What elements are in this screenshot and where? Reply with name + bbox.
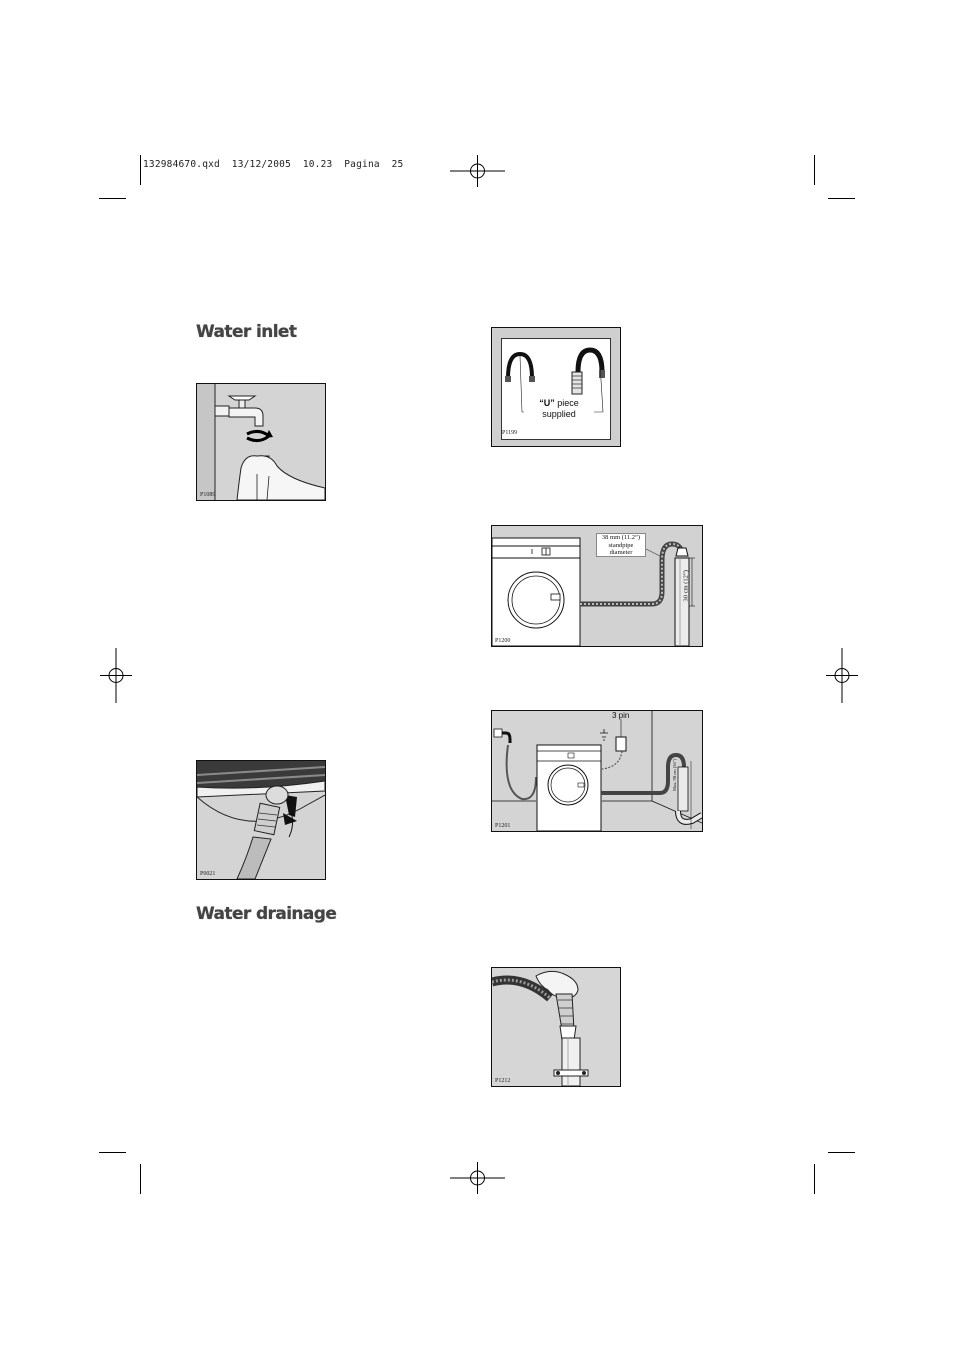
figure-id: P1199 (502, 430, 518, 436)
standpipe-note-line3: diameter (609, 549, 633, 556)
figure-drain-pipe (491, 967, 621, 1087)
crop-mark-br-h (828, 1152, 855, 1153)
heading-water-drainage: Water drainage (196, 904, 337, 924)
figure-id: P1200 (495, 638, 511, 644)
registration-mark-bottom (450, 1162, 505, 1194)
u-piece-label-line2: supplied (542, 409, 576, 419)
figure-hose-connection (196, 760, 326, 880)
figure-id: P1089 (200, 492, 216, 498)
figure-standpipe (491, 525, 703, 647)
figure-tap (196, 383, 326, 501)
heading-water-inlet: Water inlet (196, 322, 297, 342)
crop-mark-tl-v (140, 155, 141, 185)
u-piece-label-rest: piece (554, 398, 579, 408)
u-piece-label-bold: “U” (539, 398, 555, 408)
print-slug: 132984670.qxd 13/12/2005 10.23 Pagina 25 (143, 159, 404, 170)
registration-mark-left (100, 648, 132, 703)
crop-mark-tl-h (99, 198, 126, 199)
crop-mark-tr-v (814, 155, 815, 185)
figure-installation (491, 710, 703, 832)
plug-label: 3 pin (612, 711, 630, 720)
figure-u-piece (491, 327, 621, 447)
crop-mark-bl-v (140, 1164, 141, 1194)
crop-mark-tr-h (828, 198, 855, 199)
figure-id: P0021 (200, 871, 216, 877)
figure-id: P1201 (495, 823, 511, 829)
u-piece-label (524, 398, 594, 420)
standpipe-note-line2: standpipe (608, 541, 634, 549)
registration-mark-right (826, 648, 858, 703)
crop-mark-br-v (814, 1164, 815, 1194)
crop-mark-bl-h (99, 1152, 126, 1153)
standpipe-height-label: 30 cm (12”) (682, 570, 690, 602)
figure-id: P1212 (495, 1078, 511, 1084)
standpipe-note-line1: 38 mm (11.2”) (601, 534, 641, 541)
installation-height-label: Max. 90 cm (36”) (672, 758, 677, 791)
standpipe-diameter-note (596, 533, 646, 557)
registration-mark-top (450, 155, 505, 187)
